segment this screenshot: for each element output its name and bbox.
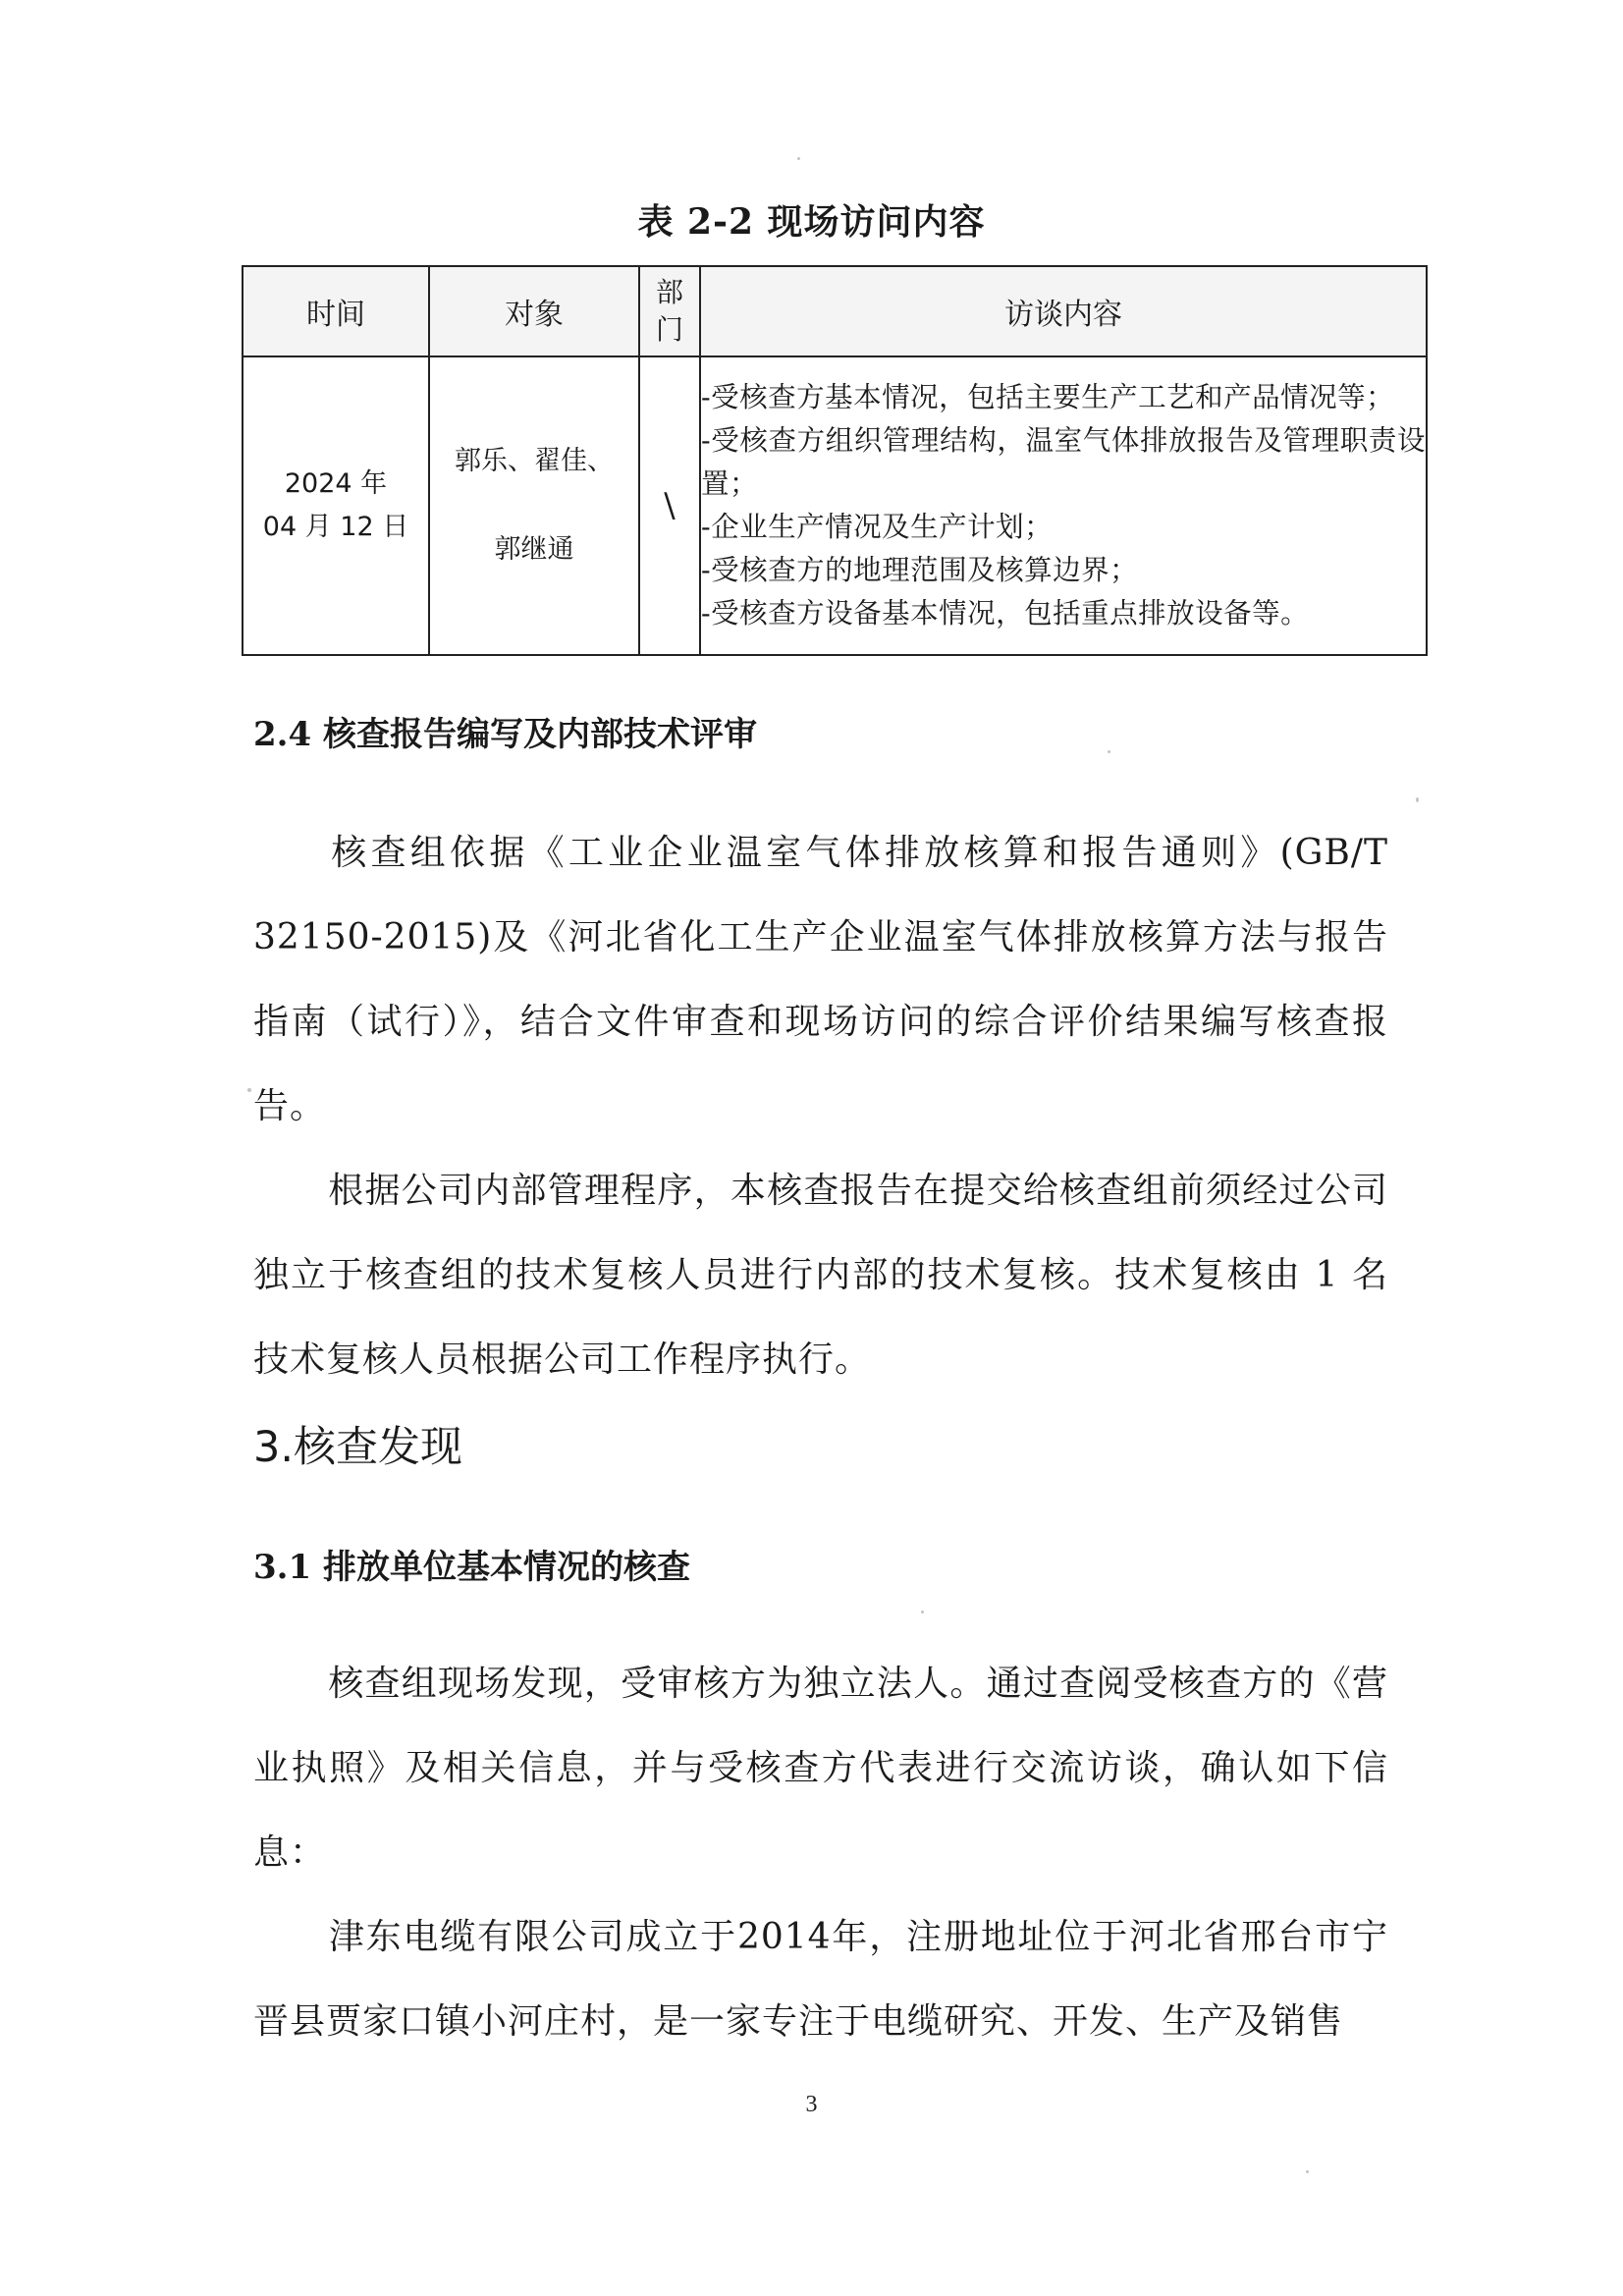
header-person: 对象 [429,266,639,356]
people-line2: 郭继通 [494,534,574,565]
scan-speck [247,1088,251,1092]
table-row [243,356,1427,655]
cell-content [700,356,1427,655]
paragraph-2-4-1 [253,811,1388,1149]
content-item: -受核查方的地理范围及核算边界； [701,554,1139,586]
time-date: 04 月 12 日 [262,512,409,542]
time-year: 2024 年 [284,468,388,499]
table-header-row [243,266,1427,356]
scan-speck [921,1611,924,1613]
paragraph-text: 核查组现场发现，受审核方为独立法人。通过查阅受核查方的《营业执照》及相关信息，并与受核查方代表进行交流访谈，确认如下信息： [253,1664,1388,1873]
scan-speck [1416,797,1419,802]
paragraph-2-4-2 [253,1149,1388,1402]
header-dept [639,266,700,356]
scan-speck [797,157,800,160]
scan-speck [1306,2170,1309,2173]
paragraph-3-1-2 [253,1895,1388,2064]
page-number: 3 [805,2092,818,2117]
content-item: -企业生产情况及生产计划； [701,511,1054,543]
paragraph-text: 核查组依据《工业企业温室气体排放核算和报告通则》(GB/T 32150-2015)及《河北省化工生产企业温室气体排放核算方法与报告指南（试行）》，结合文件审查和现场访问的综合评价结果编写核查报告。 [253,833,1388,1126]
site-visit-table [242,265,1428,656]
heading-2-4: 2.4 核查报告编写及内部技术评审 [253,715,757,754]
content-item: -受核查方组织管理结构，温室气体排放报告及管理职责设置； [701,424,1426,500]
content-item: -受核查方基本情况，包括主要生产工艺和产品情况等； [701,381,1395,413]
people-line1: 郭乐、翟佳、 [455,446,614,476]
cell-person [429,356,639,655]
scan-speck [1108,750,1110,753]
header-dept-text: 部 门 [655,276,683,346]
heading-3-1: 3.1 排放单位基本情况的核查 [253,1548,690,1587]
header-time: 时间 [243,266,429,356]
paragraph-text: 津东电缆有限公司成立于2014年，注册地址位于河北省邢台市宁晋县贾家口镇小河庄村，是一家专注于电缆研究、开发、生产及销售 [253,1917,1388,2042]
paragraph-text: 根据公司内部管理程序，本核查报告在提交给核查组前须经过公司独立于核查组的技术复核人员进行内部的技术复核。技术复核由 1 名技术复核人员根据公司工作程序执行。 [253,1171,1388,1380]
header-content: 访谈内容 [700,266,1427,356]
paragraph-3-1-1 [253,1642,1388,1895]
cell-time [243,356,429,655]
cell-dept: \ [639,356,700,655]
heading-3: 3.核查发现 [253,1423,463,1472]
table-title: 表 2-2 现场访问内容 [637,201,986,243]
content-item: -受核查方设备基本情况，包括重点排放设备等。 [701,597,1310,629]
